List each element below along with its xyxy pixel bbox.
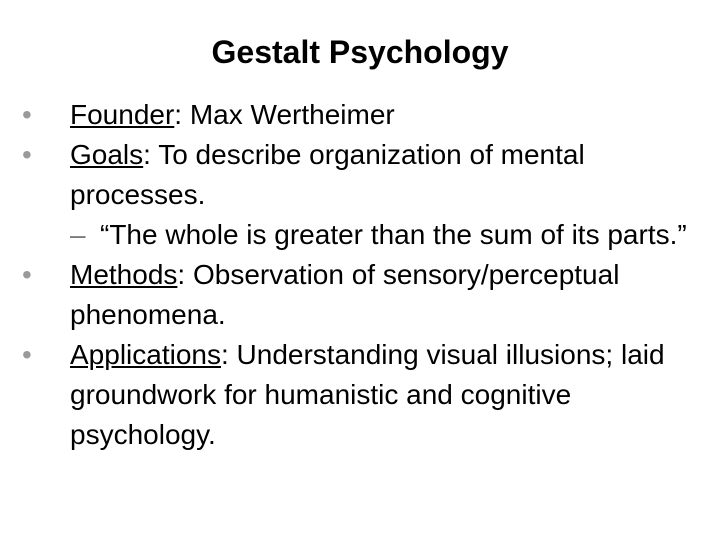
bullet-text: : Understanding visual illusions; laid groundwork for humanistic and cognitive psychology.	[70, 339, 665, 450]
bullet-dot: •	[22, 99, 32, 130]
bullet-dot: •	[22, 259, 32, 290]
bullet-founder	[22, 95, 702, 135]
bullet-text: : Observation of sensory/perceptual phenomena.	[70, 259, 620, 330]
bullet-term: Founder	[70, 99, 175, 130]
sub-bullet-text: “The whole is greater than the sum of its parts.”	[100, 219, 687, 250]
bullet-applications	[22, 335, 702, 455]
sub-bullet-dash: –	[70, 219, 86, 250]
sub-bullet-quote	[22, 215, 702, 255]
bullet-dot: •	[22, 139, 32, 170]
slide-title: Gestalt Psychology	[211, 34, 509, 70]
bullet-methods	[22, 255, 702, 335]
bullet-text: : Max Wertheimer	[174, 99, 395, 130]
bullet-dot: •	[22, 339, 32, 370]
bullet-list	[22, 95, 702, 455]
bullet-text: : To describe organization of mental processes.	[70, 139, 585, 210]
bullet-term: Applications	[70, 339, 221, 370]
bullet-term: Goals	[70, 139, 144, 170]
bullet-goals	[22, 135, 702, 215]
bullet-term: Methods	[70, 259, 178, 290]
